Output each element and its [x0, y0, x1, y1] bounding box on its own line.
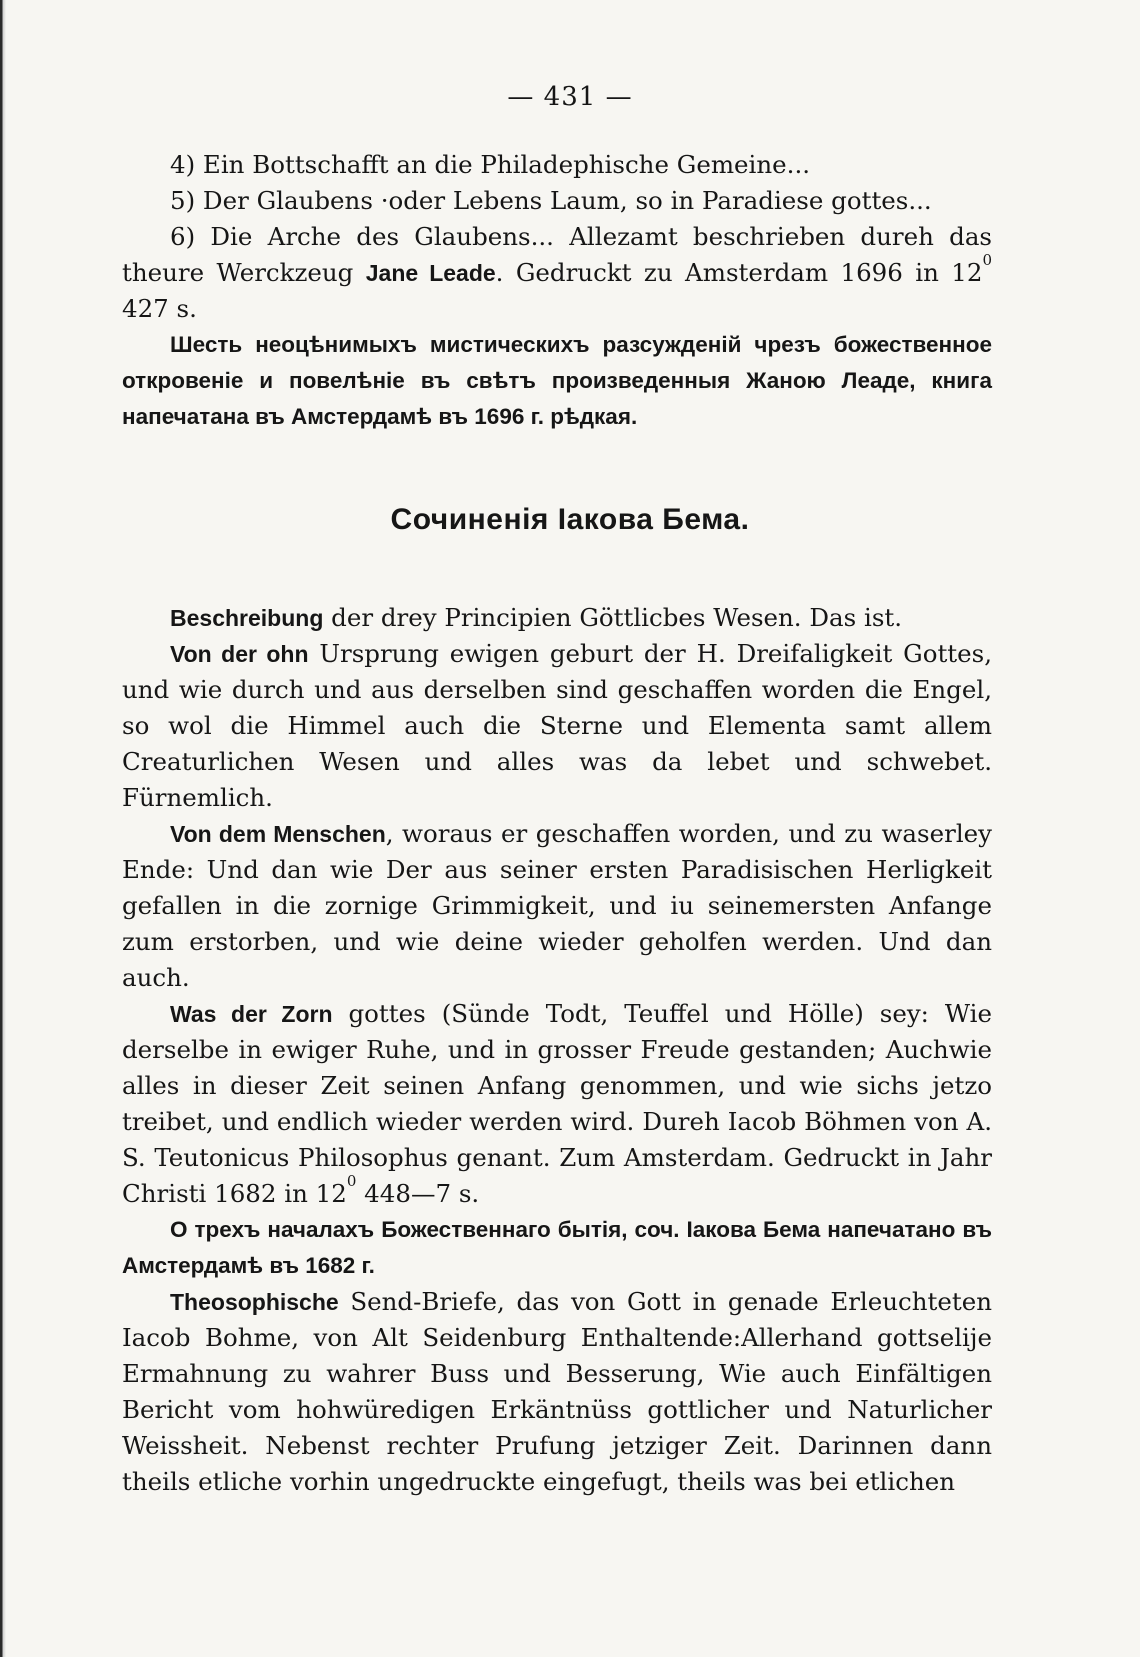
page-edge [0, 0, 6, 1657]
format-superscript: 0 [982, 251, 992, 269]
format-superscript: 0 [346, 1172, 357, 1190]
paragraph-text: gottes (Sünde Todt, Teuffel und Hölle) sey: Wie derselbe in ewiger Ruhe, und in grosser Freude gestanden; Auchwie alles in dieser Zeit seinen Anfang genommen, und wie sichs jetzo treibet, und endlich wieder werden wird. Dureh Iacob Böhmen von A. S. Teutonicus Philosophus genant. Zum Amsterdam. Gedruckt in Jahr Christi 1682 in 12 [122, 999, 993, 1208]
author-name: Jane Leade [365, 260, 496, 286]
list-item-6-pages: 427 s. [122, 294, 197, 323]
list-item-6 [122, 219, 992, 327]
paragraph [122, 996, 992, 1212]
section-heading: Сочиненія Іакова Бема. [390, 503, 750, 536]
russian-note: О трехъ началахъ Божественнаго бытія, соч. Іакова Бема напечатано въ Амстердамѣ въ 1682 г. [122, 1217, 992, 1278]
paragraph-lead: Was der Zorn [170, 1001, 333, 1027]
section-boehme [122, 600, 992, 1500]
paragraph-text: der drey Principien Göttlicbes Wesen. Das ist. [323, 603, 903, 632]
paragraph [122, 816, 992, 996]
paragraph [122, 600, 992, 636]
page-number: — 431 — [507, 82, 633, 112]
paragraph-text: , woraus er geschaffen worden, und zu waserley Ende: Und dan wie Der aus seiner ersten Paradisischen Herligkeit gefallen in die zornige Grimmigkeit, und iu seinemersten Anfange zum erstorben, und wie deine wieder geholfen werden. Und dan auch. [122, 819, 992, 992]
paragraph [122, 636, 992, 816]
paragraph-lead: Von dem Menschen [170, 821, 386, 847]
list-item-6-imprint: . Gedruckt zu Amsterdam 1696 in 12 [495, 258, 983, 287]
paragraph-lead: Beschreibung [170, 605, 324, 631]
list-item-6-text: 6) Die Arche des Glaubens... Allezamt beschrieben dureh das theure Werckzeug [122, 222, 992, 287]
paragraph-text: Send-Briefe, das von Gott in genade Erleuchteten Iacob Bohme, von Alt Seidenburg Enthaltende:Allerhand gottselije Ermahnung zu wahrer Buss und Besserung, Wie auch Einfältigen Bericht vom hohwüredigen Erkäntnüss gottlicher und Naturlicher Weissheit. Nebenst rechter Prufung jetziger Zeit. Darinnen dann theils etliche vorhin ungedruckte eingefugt, theils was bei etlichen [122, 1287, 992, 1496]
list-item-4: 4) Ein Bottschafft an die Philadephische Gemeine... [170, 150, 811, 179]
paragraph-text: Ursprung ewigen geburt der H. Dreifaligkeit Gottes, und wie durch und aus derselben sind geschaffen worden die Engel, so wol die Himmel auch die Sterne und Elementa samt allem Creaturlichen Wesen und alles was da lebet und schwebet. Fürnemlich. [122, 639, 993, 812]
paragraph-pages: 448—7 s. [356, 1179, 480, 1208]
russian-note: Шесть неоцѣнимыхъ мистическихъ разсужденій чрезъ божественное откровеніе и повелѣніе въ свѣтъ произведенныя Жаною Леаде, книга напечатана въ Амстердамѣ въ 1696 г. рѣдкая. [122, 332, 992, 429]
paragraph-lead: Von der ohn [170, 641, 309, 667]
section-leade [122, 147, 992, 435]
paragraph [122, 1284, 992, 1500]
paragraph-lead: Theosophische [170, 1289, 339, 1315]
list-item-5: 5) Der Glaubens ·oder Lebens Laum, so in Paradiese gottes... [170, 186, 932, 215]
